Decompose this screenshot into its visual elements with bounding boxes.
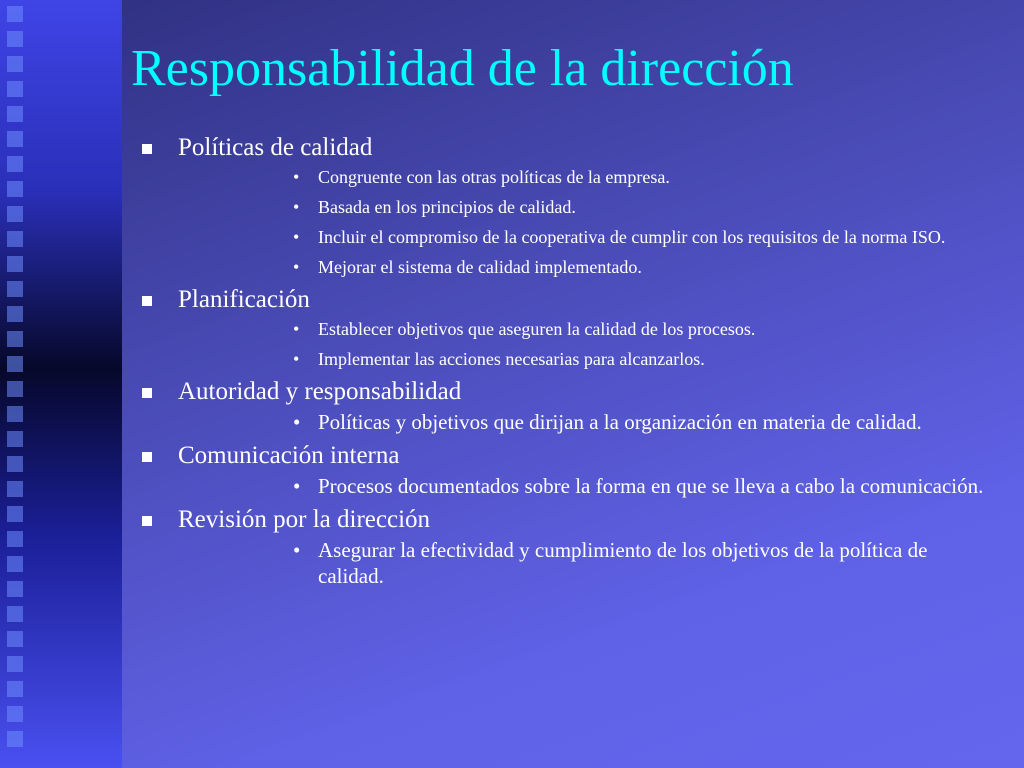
list-item-text: Basada en los principios de calidad. [318,197,576,217]
section-heading-text: Planificación [178,286,310,313]
list-item [293,537,988,589]
square-decoration [7,531,23,547]
bullet-dot-icon: • [293,227,300,247]
section-heading-text: Autoridad y responsabilidad [178,378,462,405]
square-bullet-icon [142,452,152,462]
square-decoration [7,356,23,372]
bullet-dot-icon: • [293,319,300,339]
bullet-dot-icon: • [293,197,300,217]
square-decoration [7,631,23,647]
section-heading [140,133,1000,163]
bullet-dot-icon: • [293,410,301,434]
square-decoration [7,381,23,397]
square-decoration [7,306,23,322]
bullet-dot-icon: • [293,167,300,187]
square-decoration [7,406,23,422]
square-decoration [7,656,23,672]
bullet-dot-icon: • [293,474,301,498]
list-item [293,347,988,371]
square-decoration [7,281,23,297]
section-heading [140,505,1000,535]
bullet-dot-icon: • [293,349,300,369]
square-decoration [7,106,23,122]
list-item [293,195,988,219]
section-heading [140,377,1000,407]
list-item-text: Congruente con las otras políticas de la empresa. [318,167,670,187]
section-planificacion [140,285,1000,371]
square-decoration [7,331,23,347]
square-decoration [7,156,23,172]
sub-list [140,165,1000,279]
list-item-text: Establecer objetivos que aseguren la calidad de los procesos. [318,319,756,339]
section-heading-text: Revisión por la dirección [178,506,431,533]
sub-list [140,409,1000,435]
sub-list [140,537,1000,589]
square-decoration [7,31,23,47]
square-decoration [7,231,23,247]
list-item-text: Procesos documentados sobre la forma en que se lleva a cabo la comunicación. [318,474,984,498]
section-politicas [140,133,1000,279]
list-item [293,165,988,189]
list-item [293,317,988,341]
list-item [293,225,988,249]
section-comunicacion [140,441,1000,499]
square-decoration [7,56,23,72]
sub-list [140,317,1000,371]
square-decoration [7,681,23,697]
square-decoration [7,431,23,447]
square-decoration [7,731,23,747]
list-item [293,255,988,279]
square-decoration [7,81,23,97]
section-heading [140,441,1000,471]
square-bullet-icon [142,296,152,306]
square-decoration [7,181,23,197]
list-item-text: Mejorar el sistema de calidad implementado. [318,257,642,277]
section-autoridad [140,377,1000,435]
square-decoration [7,606,23,622]
list-item [293,473,988,499]
square-decoration [7,256,23,272]
square-decoration [7,131,23,147]
square-decoration [7,456,23,472]
square-bullet-icon [142,144,152,154]
bullet-dot-icon: • [293,257,300,277]
square-bullet-icon [142,388,152,398]
square-decoration [7,506,23,522]
section-heading-text: Comunicación interna [178,442,400,469]
slide-title: Responsabilidad de la dirección [131,40,794,97]
sidebar-decoration [0,0,122,768]
square-decoration [7,206,23,222]
square-decoration [7,706,23,722]
square-bullet-icon [142,516,152,526]
decorative-squares [7,0,27,768]
square-decoration [7,6,23,22]
square-decoration [7,556,23,572]
section-heading-text: Políticas de calidad [178,134,373,161]
list-item [293,409,988,435]
square-decoration [7,481,23,497]
list-item-text: Implementar las acciones necesarias para alcanzarlos. [318,349,705,369]
bullet-dot-icon: • [293,538,301,562]
sub-list [140,473,1000,499]
section-revision [140,505,1000,589]
list-item-text: Políticas y objetivos que dirijan a la organización en materia de calidad. [318,410,922,434]
list-item-text: Asegurar la efectividad y cumplimiento de los objetivos de la política de calidad. [318,538,928,588]
square-decoration [7,581,23,597]
slide-content [140,133,1000,595]
section-heading [140,285,1000,315]
list-item-text: Incluir el compromiso de la cooperativa de cumplir con los requisitos de la norma ISO. [318,227,946,247]
